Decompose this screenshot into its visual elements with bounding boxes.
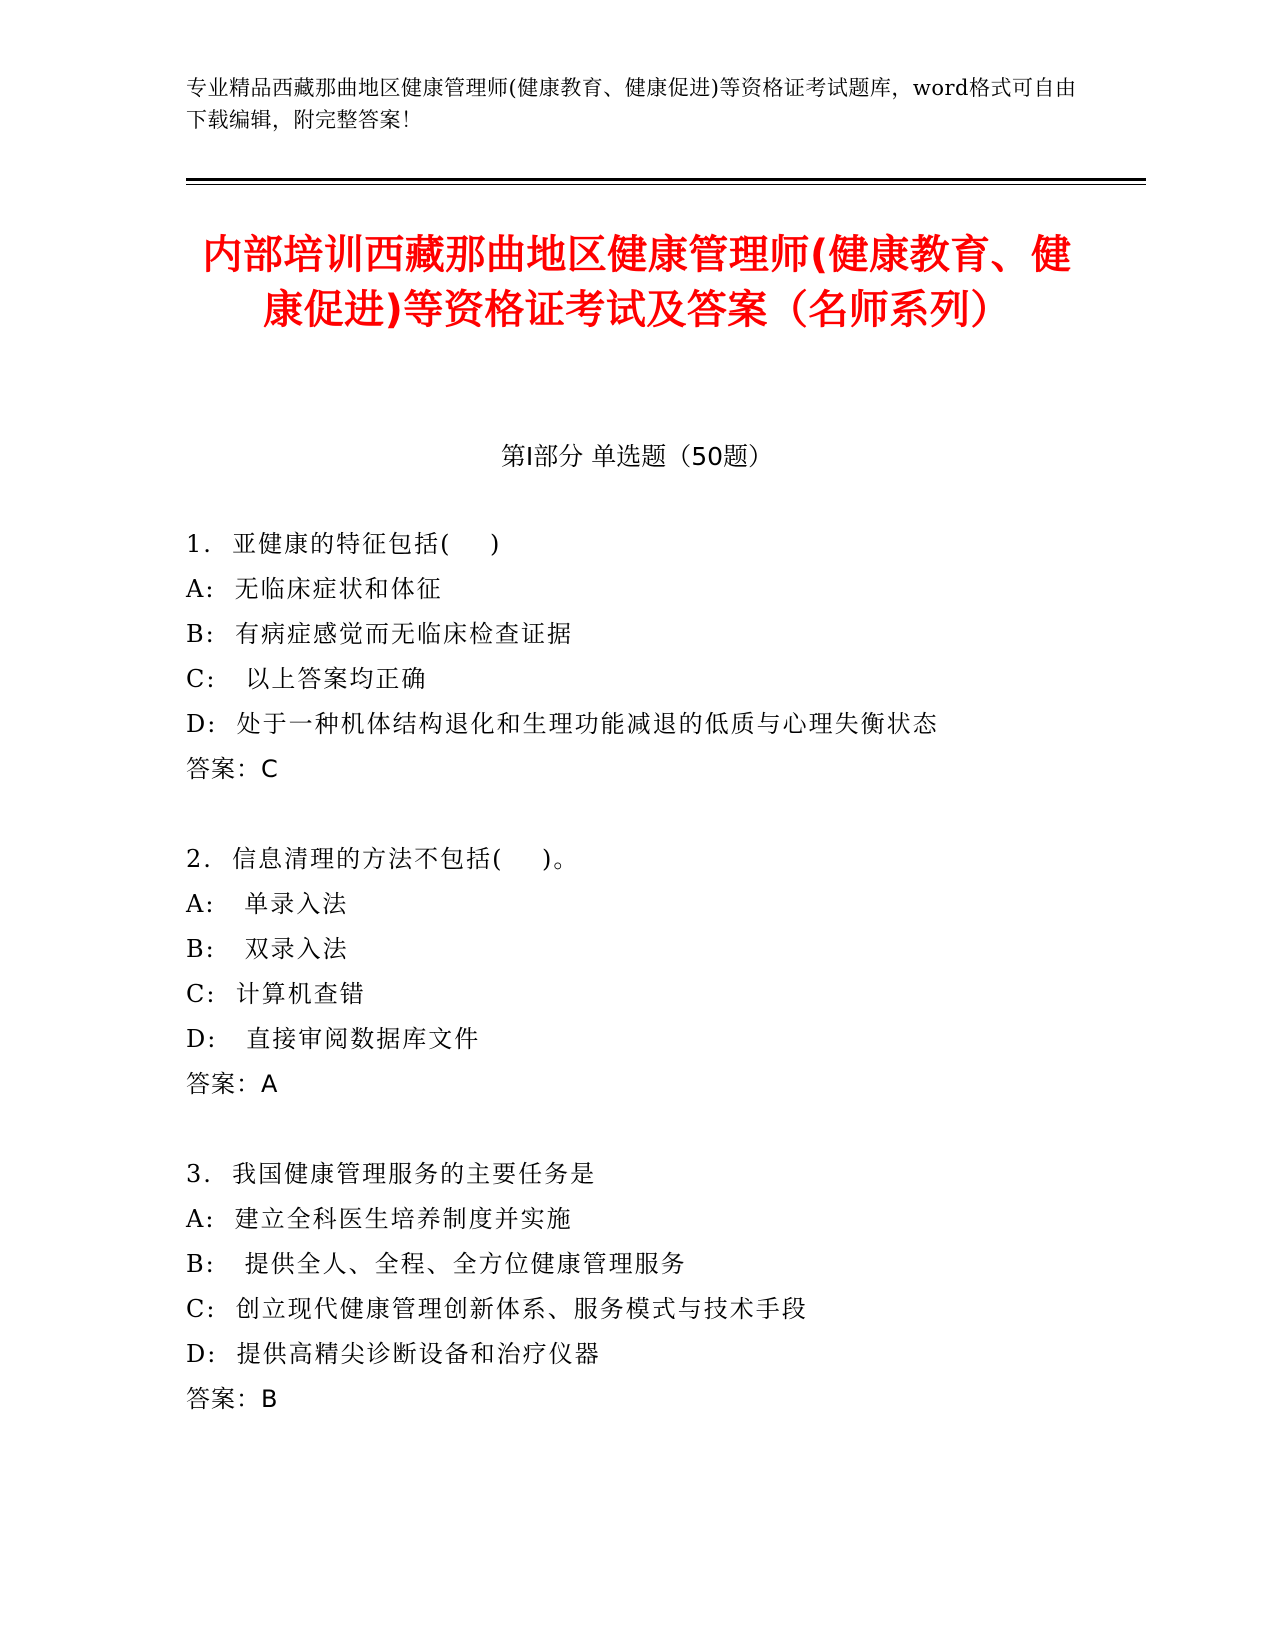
option-d: D: 直接审阅数据库文件 bbox=[186, 1025, 481, 1053]
option-d: D: 处于一种机体结构退化和生理功能减退的低质与心理失衡状态 bbox=[186, 710, 939, 738]
question-item-3 bbox=[186, 1152, 1146, 1422]
question-text: 1. 亚健康的特征包括( ) bbox=[186, 530, 502, 558]
answer: 答案：B bbox=[186, 1385, 279, 1413]
answer: 答案：A bbox=[186, 1070, 279, 1098]
section-title: 第Ⅰ部分 单选题（50题） bbox=[500, 442, 774, 471]
question-text: 2. 信息清理的方法不包括( )。 bbox=[186, 845, 580, 873]
option-a: A: 无临床症状和体征 bbox=[186, 575, 443, 603]
option-d: D: 提供高精尖诊断设备和治疗仪器 bbox=[186, 1340, 601, 1368]
option-a: A: 建立全科医生培养制度并实施 bbox=[186, 1205, 573, 1233]
option-c: C: 以上答案均正确 bbox=[186, 665, 428, 693]
question-item-2 bbox=[186, 837, 1146, 1107]
option-b: B: 提供全人、全程、全方位健康管理服务 bbox=[186, 1250, 687, 1278]
header-divider-thin bbox=[186, 184, 1146, 185]
question-item-1 bbox=[186, 522, 1146, 792]
option-b: B: 有病症感觉而无临床检查证据 bbox=[186, 620, 573, 648]
option-b: B: 双录入法 bbox=[186, 935, 349, 963]
header-note: 专业精品西藏那曲地区健康管理师(健康教育、健康促进)等资格证考试题库，word格式可自由下载编辑，附完整答案！ bbox=[186, 76, 1077, 132]
question-list bbox=[186, 522, 1146, 1467]
option-a: A: 单录入法 bbox=[186, 890, 349, 918]
option-c: C: 计算机查错 bbox=[186, 980, 366, 1008]
document-title: 内部培训西藏那曲地区健康管理师(健康教育、健康促进)等资格证考试及答案（名师系列） bbox=[202, 232, 1072, 333]
answer: 答案：C bbox=[186, 755, 279, 783]
question-text: 3. 我国健康管理服务的主要任务是 bbox=[186, 1160, 597, 1188]
option-c: C: 创立现代健康管理创新体系、服务模式与技术手段 bbox=[186, 1295, 808, 1323]
header-divider-thick bbox=[186, 178, 1146, 181]
